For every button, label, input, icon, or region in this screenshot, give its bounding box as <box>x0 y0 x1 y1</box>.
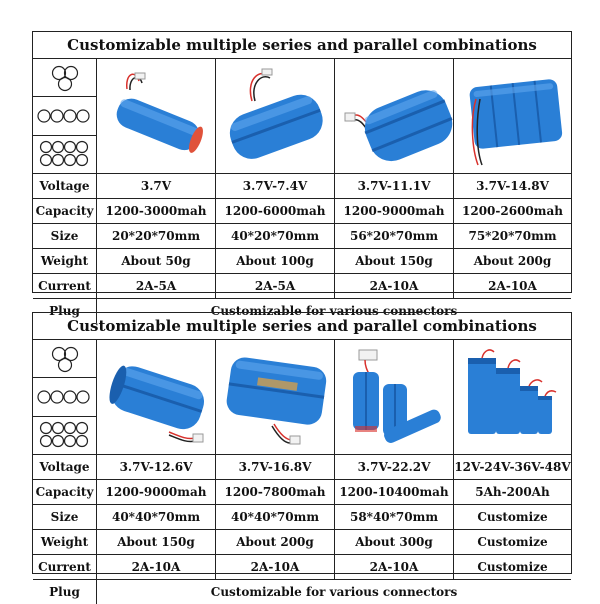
row-label: Capacity <box>33 480 97 504</box>
current-value: 2A-5A <box>97 274 216 298</box>
row-current <box>33 555 571 580</box>
capacity-value: 1200-10400mah <box>335 480 454 504</box>
table-title: Customizable multiple series and parallel combinations <box>33 313 571 340</box>
weight-value: About 300g <box>335 530 454 554</box>
row-capacity <box>33 480 571 505</box>
cell-grid-icon <box>33 417 96 454</box>
current-value: 2A-10A <box>335 274 454 298</box>
size-value: 40*20*70mm <box>216 224 335 248</box>
battery-image-3s1p <box>97 340 216 454</box>
row-label: Voltage <box>33 174 97 198</box>
current-value: 2A-10A <box>335 555 454 579</box>
row-capacity <box>33 199 571 224</box>
row-label: Weight <box>33 249 97 273</box>
voltage-value: 3.7V-16.8V <box>216 455 335 479</box>
capacity-value: 5Ah-200Ah <box>475 485 550 499</box>
row-label: Plug <box>33 299 97 323</box>
voltage-value: 3.7V-11.1V <box>335 174 454 198</box>
spec-table-1 <box>32 31 572 318</box>
capacity-value: 1200-2600mah <box>462 204 563 218</box>
current-value: 2A-10A <box>216 555 335 579</box>
row-voltage <box>33 174 571 199</box>
row-label: Capacity <box>33 199 97 223</box>
battery-image-2s <box>216 59 335 173</box>
row-label: Size <box>33 224 97 248</box>
current-value: 2A-5A <box>216 274 335 298</box>
capacity-value: 1200-9000mah <box>97 480 216 504</box>
row-label: Current <box>33 274 97 298</box>
row-size <box>33 224 571 249</box>
capacity-value: 1200-3000mah <box>97 199 216 223</box>
weight-value: About 200g <box>216 530 335 554</box>
row-size <box>33 505 571 530</box>
plug-value: Customizable for various connectors <box>210 304 458 318</box>
row-weight <box>33 249 571 274</box>
row-label: Current <box>33 555 97 579</box>
voltage-value: 3.7V-14.8V <box>476 179 549 193</box>
battery-image-4s <box>454 59 571 173</box>
current-value: 2A-10A <box>488 279 537 293</box>
battery-image-large-packs <box>454 340 571 454</box>
weight-value: Customize <box>477 535 548 549</box>
row-label: Plug <box>33 580 97 604</box>
size-value: 75*20*70mm <box>468 229 557 243</box>
battery-image-4s1p <box>216 340 335 454</box>
row-weight <box>33 530 571 555</box>
weight-value: About 150g <box>97 530 216 554</box>
size-value: 20*20*70mm <box>97 224 216 248</box>
voltage-value: 3.7V-7.4V <box>216 174 335 198</box>
image-row <box>33 340 571 455</box>
row-label: Weight <box>33 530 97 554</box>
cell-grid-icon <box>33 136 96 173</box>
row-label: Voltage <box>33 455 97 479</box>
voltage-value: 12V-24V-36V-48V <box>454 460 571 474</box>
battery-image-6s <box>335 340 454 454</box>
capacity-value: 1200-9000mah <box>335 199 454 223</box>
weight-value: About 200g <box>473 254 552 268</box>
voltage-value: 3.7V-22.2V <box>335 455 454 479</box>
cell-row-icon <box>33 378 96 416</box>
voltage-value: 3.7V <box>97 174 216 198</box>
size-value: 40*40*70mm <box>216 505 335 529</box>
capacity-value: 1200-6000mah <box>216 199 335 223</box>
battery-image-3s <box>335 59 454 173</box>
weight-value: About 100g <box>216 249 335 273</box>
row-current <box>33 274 571 299</box>
weight-value: About 150g <box>335 249 454 273</box>
size-value: 58*40*70mm <box>335 505 454 529</box>
cell-triangle-icon <box>33 59 96 97</box>
size-value: 40*40*70mm <box>97 505 216 529</box>
voltage-value: 3.7V-12.6V <box>97 455 216 479</box>
capacity-value: 1200-7800mah <box>216 480 335 504</box>
cell-row-icon <box>33 97 96 135</box>
table-title: Customizable multiple series and parallel combinations <box>33 32 571 59</box>
image-row <box>33 59 571 174</box>
weight-value: About 50g <box>97 249 216 273</box>
plug-value: Customizable for various connectors <box>210 585 458 599</box>
battery-image-1s <box>97 59 216 173</box>
row-voltage <box>33 455 571 480</box>
row-label: Size <box>33 505 97 529</box>
current-value: Customize <box>477 560 548 574</box>
row-plug <box>33 580 571 604</box>
current-value: 2A-10A <box>97 555 216 579</box>
cell-triangle-icon <box>33 340 96 378</box>
spec-table-2 <box>32 312 572 599</box>
size-value: Customize <box>477 510 548 524</box>
size-value: 56*20*70mm <box>335 224 454 248</box>
